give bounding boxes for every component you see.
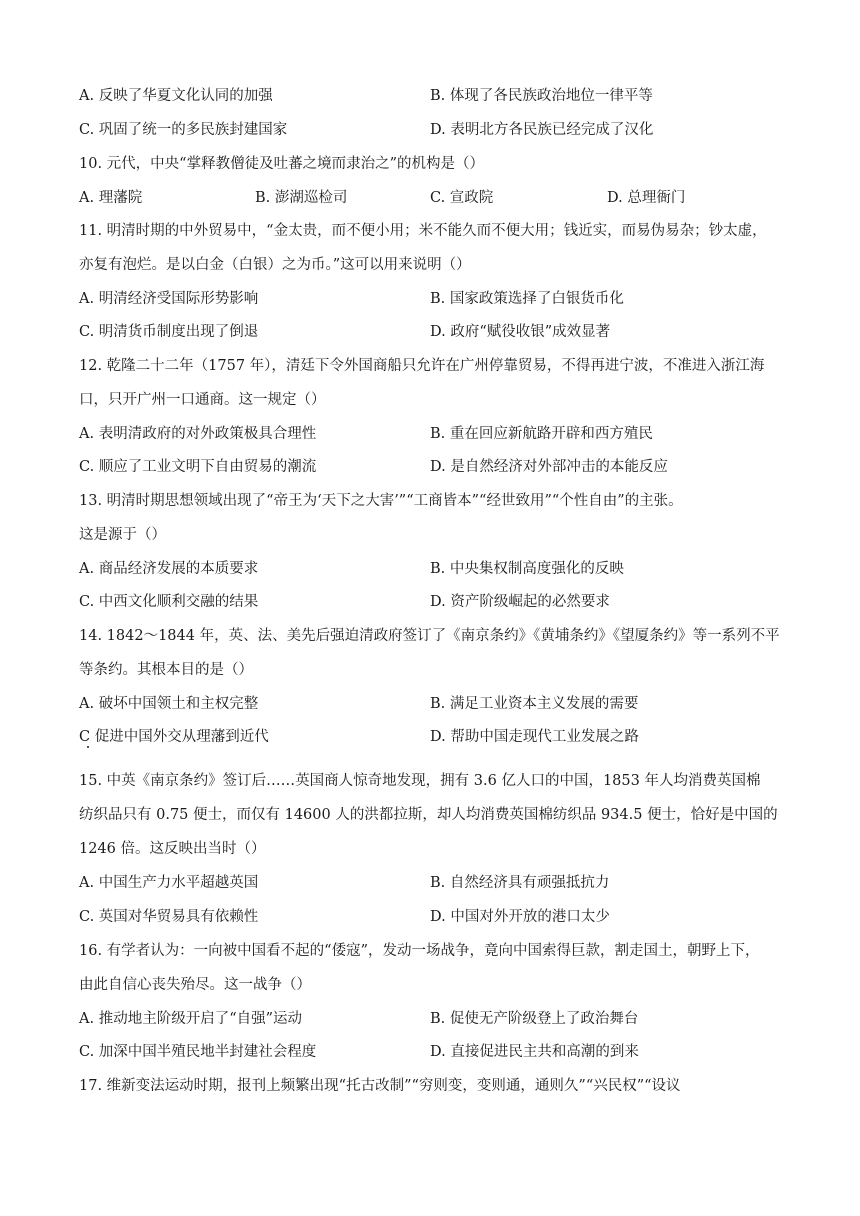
q16-stem-line2: 由此自信心丧失殆尽。这一战争（） [79,977,311,993]
q16-stem-line1: 16. 有学者认为：一向被中国看不起的“倭寇”，发动一场战争，竟向中国索得巨款，割走国土，朝野上下， [79,943,760,959]
q15-option-d: D. 中国对外开放的港口太少 [430,909,610,925]
q14-stem-line2: 等条约。其根本目的是（） [79,662,253,678]
q16-option-c: C. 加深中国半殖民地半封建社会程度 [79,1044,317,1060]
q15-option-b: B. 自然经济具有顽强抵抗力 [430,875,610,891]
q9-option-a: A. 反映了华夏文化认同的加强 [79,88,273,104]
q13-option-c: C. 中西文化顺利交融的结果 [79,594,259,610]
q14-option-a: A. 破坏中国领土和主权完整 [79,696,259,712]
q12-option-d: D. 是自然经济对外部冲击的本能反应 [430,459,668,475]
q12-option-c: C. 顺应了工业文明下自由贸易的潮流 [79,459,317,475]
q16-option-a: A. 推动地主阶级开启了“自强”运动 [79,1011,303,1027]
q13-stem-line1: 13. 明清时期思想领域出现了“帝王为‘天下之大害’”“工商皆本”“经世致用”“个性自由”的主张。 [79,493,683,509]
q12-stem-line1: 12. 乾隆二十二年（1757 年），清廷下令外国商船只允许在广州停靠贸易，不得再进宁波，不准进入浙江海 [79,358,765,374]
q10-option-d: D. 总理衙门 [607,190,686,206]
q11-stem-line2: 亦复有泡烂。是以白金（白银）之为币。”这可以用来说明（） [79,257,471,273]
q12-option-a: A. 表明清政府的对外政策极具合理性 [79,426,317,442]
q11-option-d: D. 政府“赋役收银”成效显著 [430,324,611,340]
q15-stem-line1: 15. 中英《南京条约》签订后……英国商人惊奇地发现，拥有 3.6 亿人口的中国，1853 年人均消费英国棉 [79,773,761,789]
stray-dot [87,746,89,748]
q11-stem-line1: 11. 明清时期的中外贸易中，“金太贵，而不便小用；米不能久而不便大用；钱近实，而易伪易杂；钞太虚， [79,223,767,239]
q15-option-a: A. 中国生产力水平超越英国 [79,875,259,891]
q9-option-d: D. 表明北方各民族已经完成了汉化 [430,122,654,138]
q13-stem-line2: 这是源于（） [79,527,166,543]
q9-option-b: B. 体现了各民族政治地位一律平等 [430,88,653,104]
q15-option-c: C. 英国对华贸易具有依赖性 [79,909,259,925]
q17-stem-line1: 17. 维新变法运动时期，报刊上频繁出现“托古改制”“穷则变，变则通，通则久”“兴民权”“设议 [79,1078,681,1094]
q11-option-c: C. 明清货币制度出现了倒退 [79,324,259,340]
q13-option-a: A. 商品经济发展的本质要求 [79,561,259,577]
q11-option-a: A. 明清经济受国际形势影响 [79,291,259,307]
q10-option-b: B. 澎湖巡检司 [255,190,348,206]
q14-stem-line1: 14. 1842～1844 年，英、法、美先后强迫清政府签订了《南京条约》《黄埔条约》《望厦条约》等一系列不平 [79,628,780,644]
q10-option-a: A. 理藩院 [79,190,143,206]
q10-stem: 10. 元代，中央“掌释教僧徒及吐蕃之境而隶治之”的机构是（） [79,156,484,172]
q14-option-b: B. 满足工业资本主义发展的需要 [430,696,639,712]
q15-stem-line3: 1246 倍。这反映出当时（） [79,841,266,857]
q14-option-d: D. 帮助中国走现代工业发展之路 [430,729,639,745]
q13-option-b: B. 中央集权制高度强化的反映 [430,561,624,577]
q16-option-d: D. 直接促进民主共和高潮的到来 [430,1044,639,1060]
q14-option-c: C 促进中国外交从理藩到近代 [79,729,269,745]
q9-option-c: C. 巩固了统一的多民族封建国家 [79,122,288,138]
q12-stem-line2: 口，只开广州一口通商。这一规定（） [79,392,326,408]
q13-option-d: D. 资产阶级崛起的必然要求 [430,594,610,610]
q16-option-b: B. 促使无产阶级登上了政治舞台 [430,1011,639,1027]
q12-option-b: B. 重在回应新航路开辟和西方殖民 [430,426,653,442]
q11-option-b: B. 国家政策选择了白银货币化 [430,291,624,307]
q15-stem-line2: 纺织品只有 0.75 便士，而仅有 14600 人的洪都拉斯，却人均消费英国棉纺织品 934.5 便士，恰好是中国的 [79,807,778,823]
q10-option-c: C. 宣政院 [430,190,494,206]
